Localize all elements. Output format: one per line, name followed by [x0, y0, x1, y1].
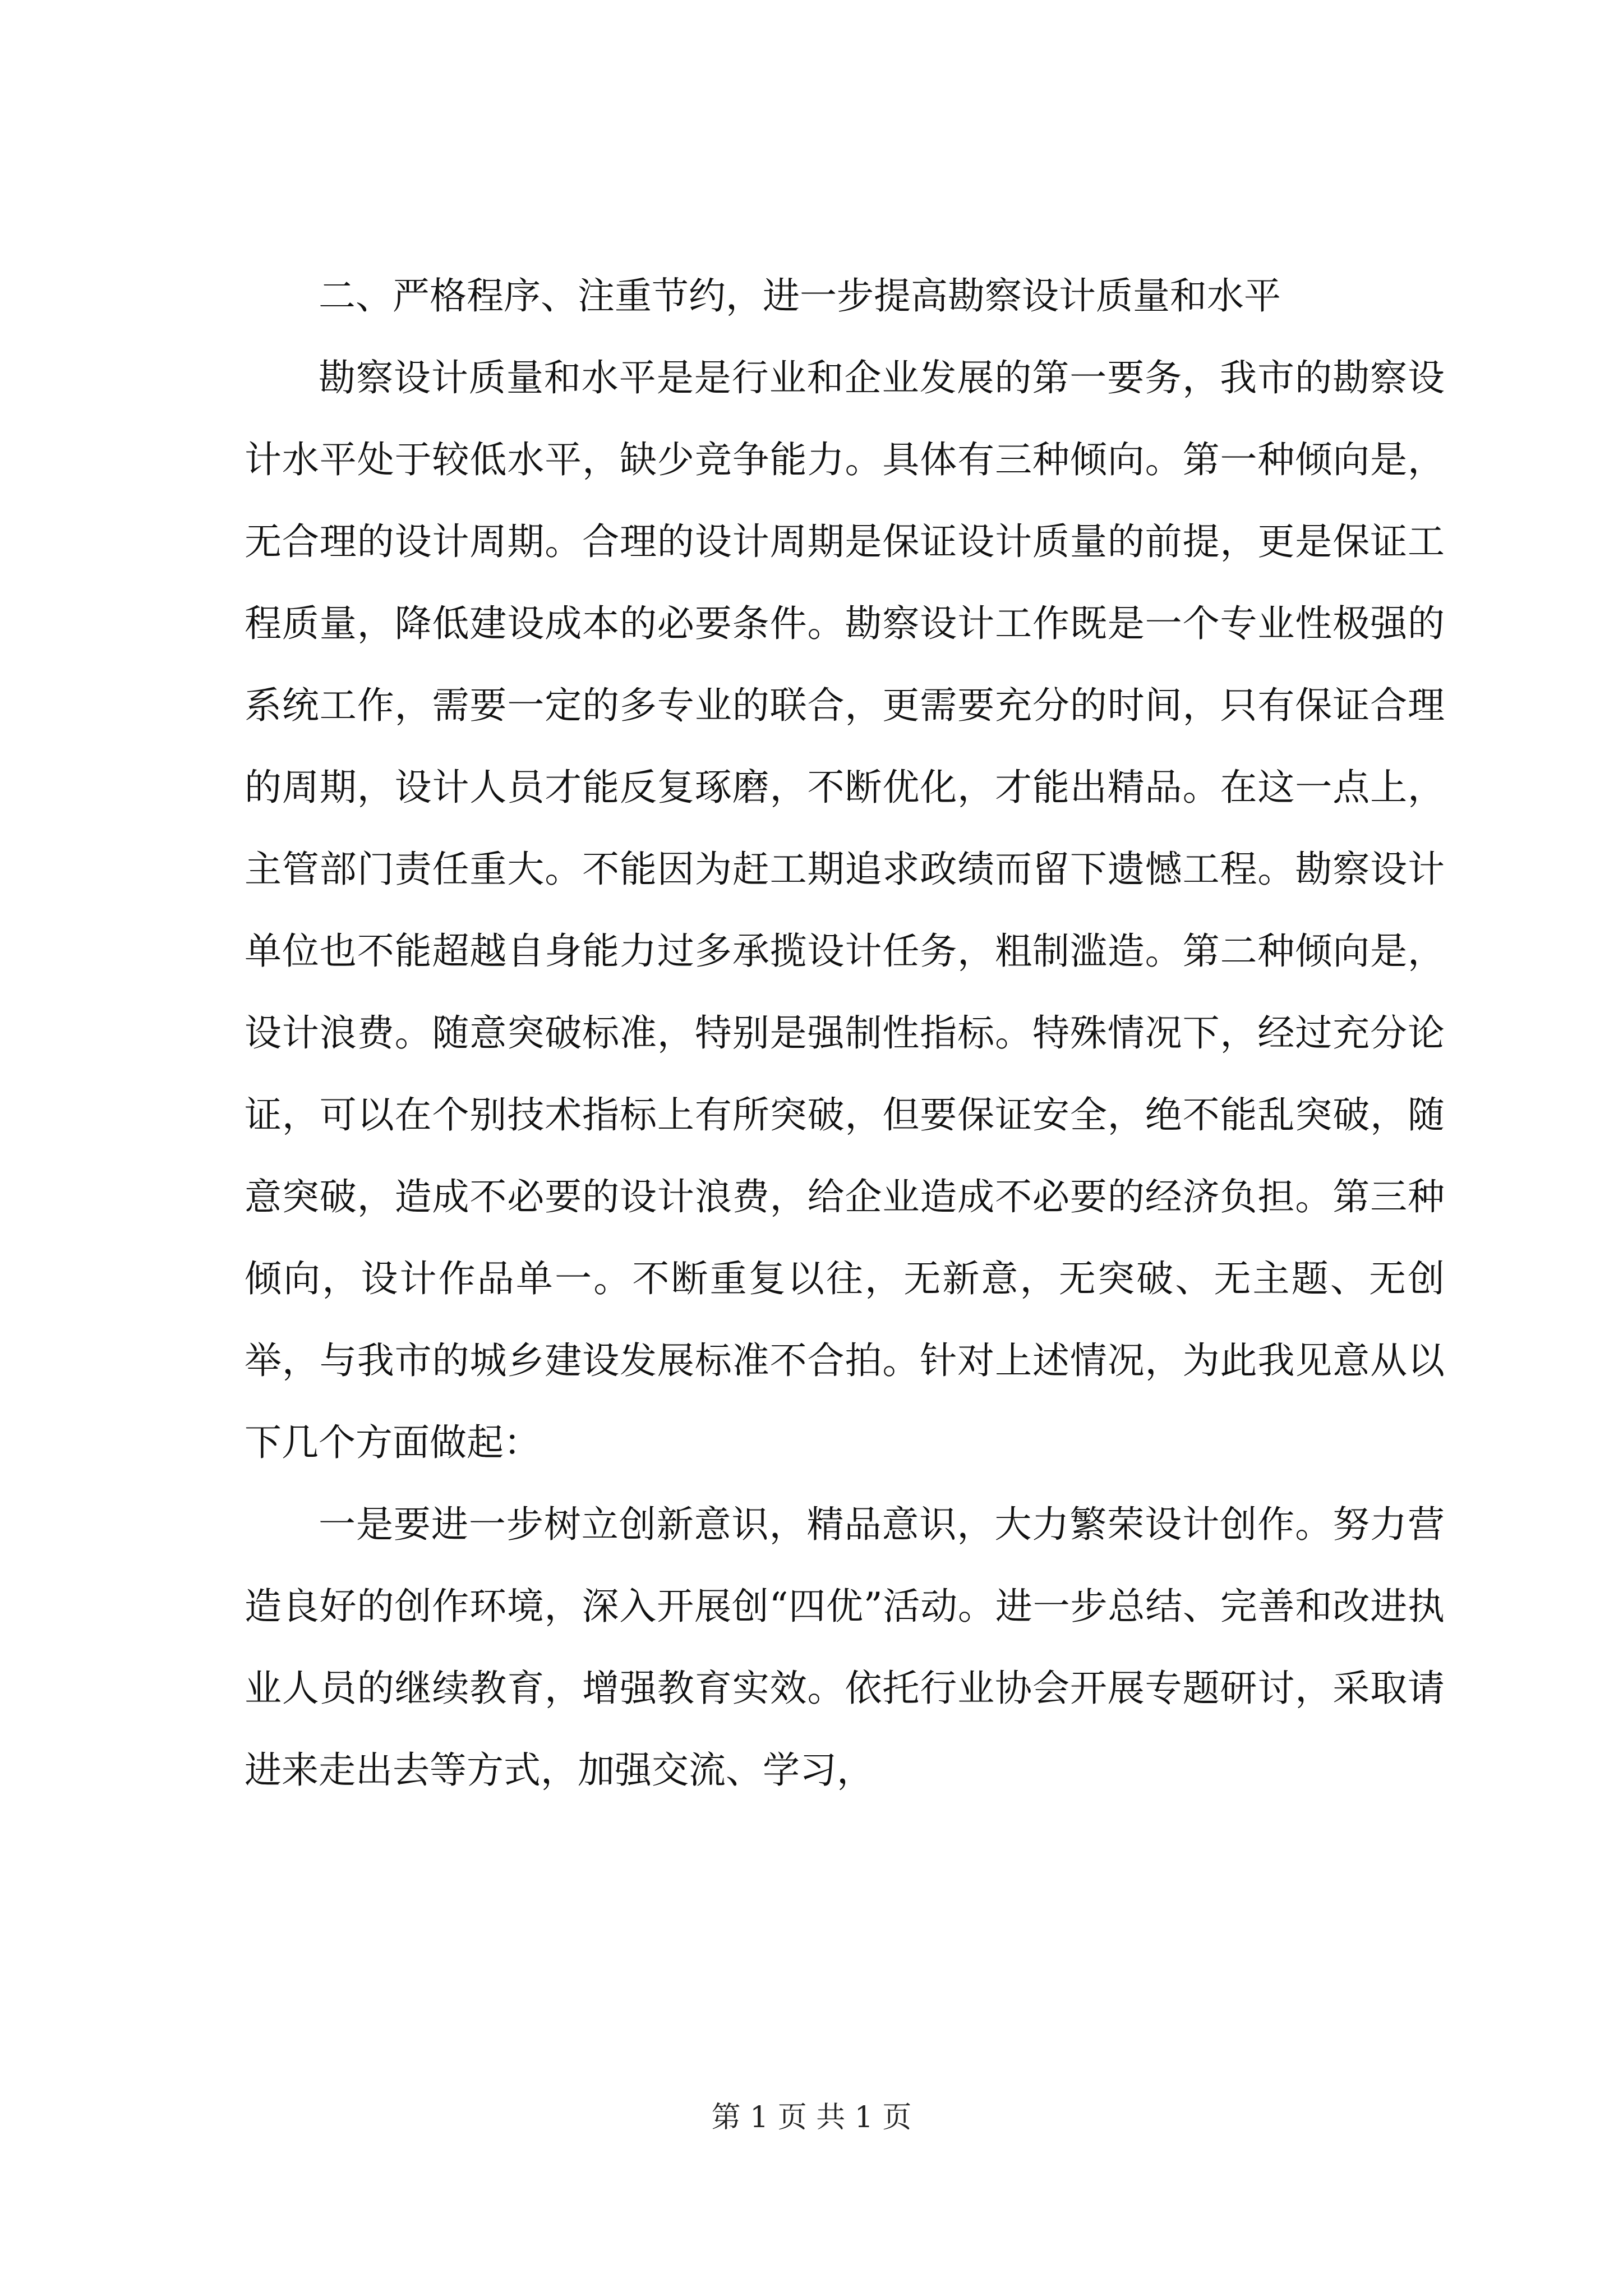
page-footer — [0, 2098, 1623, 2137]
section-heading: 二、严格程序、注重节约，进一步提高勘察设计质量和水平 — [319, 274, 1281, 318]
document-body — [245, 255, 1445, 1811]
body-paragraph-1: 勘察设计质量和水平是是行业和企业发展的第一要务，我市的勘察设计水平处于较低水平，缺少竞争能力。具体有三种倾向。第一种倾向是，无合理的设计周期。合理的设计周期是保证设计质量的前提，更是保证工程质量，降低建设成本的必要条件。勘察设计工作既是一个专业性极强的系统工作，需要一定的多专业的联合，更需要充分的时间，只有保证合理的周期，设计人员才能反复琢磨，不断优化，才能出精品。在这一点上，主管部门责任重大。不能因为赶工期追求政绩而留下遗憾工程。勘察设计单位也不能超越自身能力过多承揽设计任务，粗制滥造。第二种倾向是，设计浪费。随意突破标准，特别是强制性指标。特殊情况下，经过充分论证，可以在个别技术指标上有所突破，但要保证安全，绝不能乱突破，随意突破，造成不必要的设计浪费，给企业造成不必要的经济负担。第三种倾向，设计作品单一。不断重复以往，无新意，无突破、无主题、无创举，与我市的城乡建设发展标准不合拍。针对上述情况，为此我见意从以下几个方面做起： — [245, 356, 1445, 1464]
page-number-label: 第 1 页 共 1 页 — [711, 2101, 912, 2134]
body-paragraph-2: 一是要进一步树立创新意识，精品意识，大力繁荣设计创作。努力营造良好的创作环境，深入开展创“四优”活动。进一步总结、完善和改进执业人员的继续教育，增强教育实效。依托行业协会开展专题研讨，采取请进来走出去等方式，加强交流、学习， — [245, 1503, 1445, 1792]
